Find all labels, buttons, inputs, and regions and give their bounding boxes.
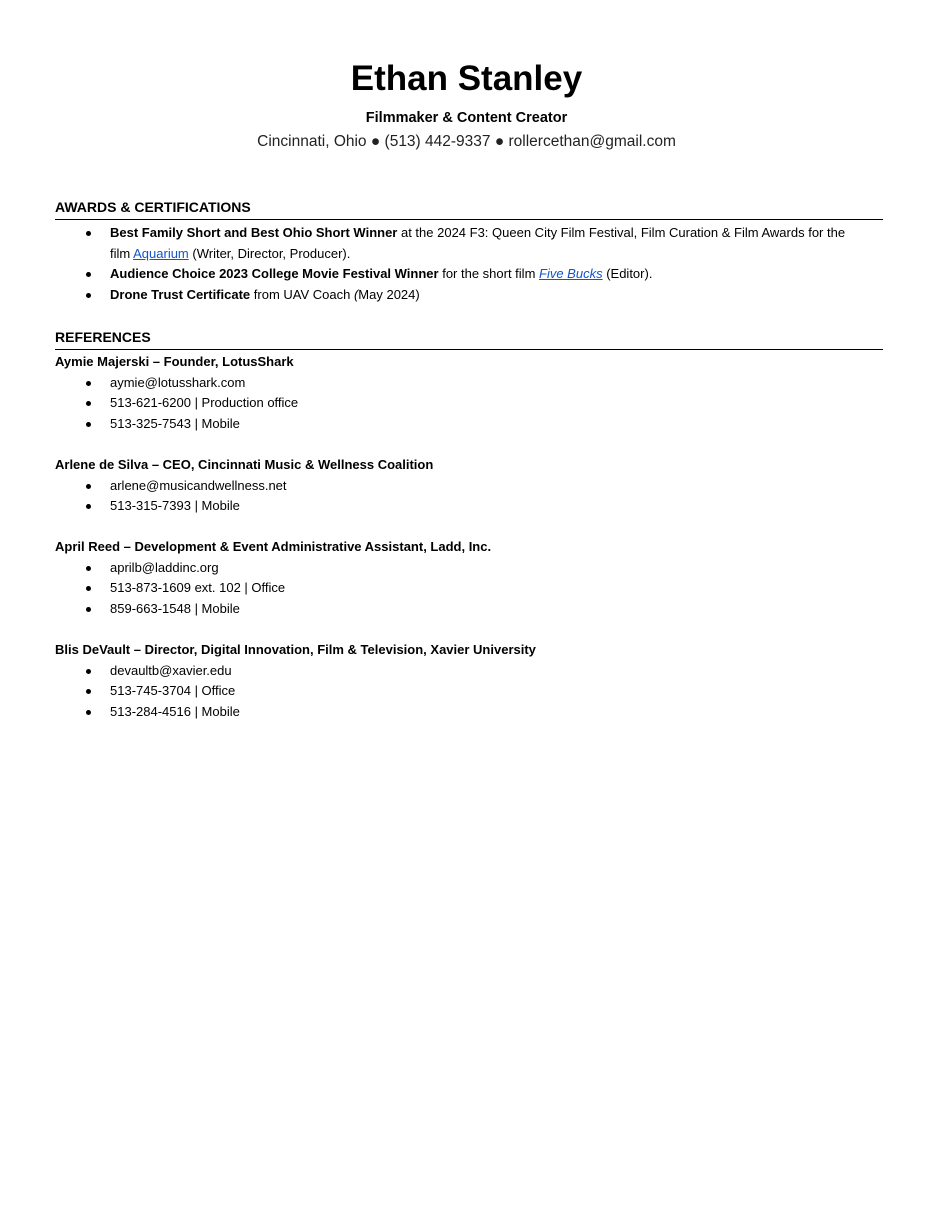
reference-phone: 513-325-7543 | Mobile [55, 414, 883, 435]
reference-phone: 513-745-3704 | Office [55, 681, 883, 702]
award-date: May 2024) [358, 286, 420, 302]
award-role: (Editor). [602, 266, 653, 281]
reference-name: Arlene de Silva – CEO, Cincinnati Music & Wellness Coalition [55, 457, 434, 472]
reference-phone: 513-284-4516 | Mobile [55, 702, 883, 723]
reference-name: April Reed – Development & Event Administrative Assistant, Ladd, Inc. [55, 539, 492, 554]
award-title: Drone Trust Certificate [110, 286, 251, 302]
reference-phone: 513-621-6200 | Production office [55, 393, 883, 414]
reference-aymie-majerski [55, 352, 883, 435]
reference-email: aprilb@laddinc.org [55, 558, 883, 579]
contact-line: Cincinnati, Ohio ● (513) 442-9337 ● rollercethan@gmail.com [257, 133, 676, 150]
award-paren: ( [353, 286, 359, 302]
reference-phone: 513-315-7393 | Mobile [55, 496, 883, 517]
reference-april-reed [55, 537, 883, 620]
award-title: Audience Choice 2023 College Movie Festival Winner [110, 266, 439, 281]
award-item [55, 223, 860, 264]
references-heading: REFERENCES [55, 328, 883, 350]
award-text: for the short film [438, 266, 540, 281]
award-text: at the 2024 F3: Queen City Film Festival, Film Curation & Film Awards for the film [110, 225, 846, 261]
award-title: Best Family Short and Best Ohio Short Winner [110, 225, 398, 240]
film-link-five-bucks[interactable]: Five Bucks [539, 266, 603, 281]
awards-heading: AWARDS & CERTIFICATIONS [55, 198, 883, 220]
reference-email: arlene@musicandwellness.net [55, 476, 883, 497]
reference-email: aymie@lotusshark.com [55, 373, 883, 394]
reference-email: devaultb@xavier.edu [55, 661, 883, 682]
reference-phone: 513-873-1609 ext. 102 | Office [55, 578, 883, 599]
awards-list [55, 223, 860, 305]
candidate-title: Filmmaker & Content Creator [365, 110, 568, 126]
reference-name: Blis DeVault – Director, Digital Innovation, Film & Television, Xavier University [55, 642, 536, 657]
award-item [55, 285, 860, 306]
award-item [55, 264, 860, 285]
reference-arlene-de-silva [55, 455, 883, 517]
reference-name: Aymie Majerski – Founder, LotusShark [55, 354, 294, 369]
reference-phone: 859-663-1548 | Mobile [55, 599, 883, 620]
award-role: (Writer, Director, Producer). [188, 245, 351, 261]
award-text: from UAV Coach [250, 286, 354, 302]
candidate-name: Ethan Stanley [350, 59, 583, 98]
film-link-aquarium[interactable]: Aquarium [133, 245, 189, 261]
reference-blis-devault [55, 640, 883, 723]
